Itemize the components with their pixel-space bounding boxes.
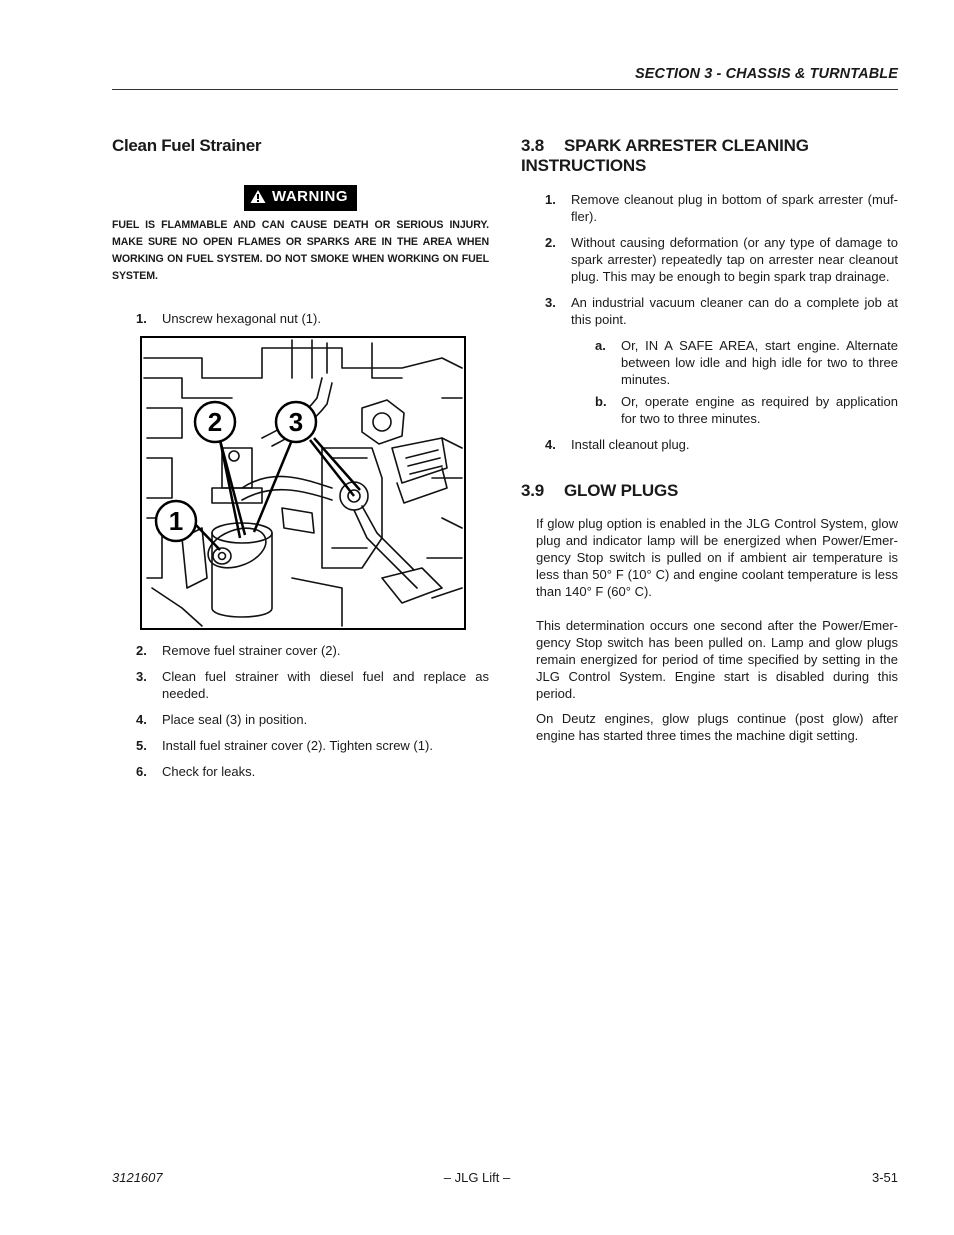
footer-doc-number: 3121607	[112, 1170, 163, 1185]
spark-substeps	[571, 337, 898, 427]
callout-1	[156, 501, 196, 541]
substep-text: Or, operate engine as required by application for two to three minutes.	[621, 394, 898, 426]
footer-center: – JLG Lift –	[443, 1170, 511, 1185]
warning-block	[112, 185, 489, 211]
step-number: 2.	[545, 235, 556, 250]
substep-letter: a.	[595, 338, 606, 353]
step-text: An industrial vacuum cleaner can do a complete job at this point.	[571, 295, 898, 327]
section-header: SECTION 3 - CHASSIS & TURNTABLE	[634, 66, 898, 82]
list-item	[521, 191, 898, 225]
list-item	[521, 436, 898, 453]
list-item	[521, 294, 898, 427]
warning-triangle-icon	[250, 189, 266, 209]
fuel-strainer-figure	[140, 336, 466, 630]
section-number: 3.8	[521, 136, 545, 155]
substep-text: Or, IN A SAFE AREA, start engine. Alternate between low idle and high idle for two to three minutes.	[621, 338, 898, 387]
step-number: 3.	[545, 295, 556, 310]
glow-plugs-heading	[521, 481, 898, 501]
glow-paragraph-3: On Deutz engines, glow plugs continue (post glow) after engine has started three times the machine digit setting.	[536, 711, 898, 743]
list-item	[112, 737, 489, 754]
step-number: 6.	[136, 764, 147, 779]
step-number: 1.	[136, 311, 147, 326]
section-title: SPARK ARRESTER CLEANING INSTRUCTIONS	[521, 136, 809, 175]
clean-fuel-strainer-heading: Clean Fuel Strainer	[112, 136, 262, 155]
step-text: Unscrew hexagonal nut (1).	[162, 311, 321, 326]
step-text: Remove fuel strainer cover (2).	[162, 643, 341, 658]
step-text: Install cleanout plug.	[571, 437, 690, 452]
step-number: 3.	[136, 669, 147, 684]
list-item	[112, 642, 489, 659]
step-text: Install fuel strainer cover (2). Tighten screw (1).	[162, 738, 433, 753]
step-text: Clean fuel strainer with diesel fuel and replace as needed.	[162, 669, 489, 701]
step-number: 5.	[136, 738, 147, 753]
warning-badge	[244, 185, 357, 211]
section-number: 3.9	[521, 481, 545, 500]
step-number: 1.	[545, 192, 556, 207]
step-number: 2.	[136, 643, 147, 658]
warning-text: FUEL IS FLAMMABLE AND CAN CAUSE DEATH OR SERIOUS INJURY. MAKE SURE NO OPEN FLAMES OR SPARKS ARE IN THE AREA WHEN WORKING ON FUEL SYSTEM. DO NOT SMOKE WHEN WORKING ON FUEL SYSTEM.	[112, 219, 489, 282]
svg-text:1: 1	[168, 506, 184, 536]
callout-3	[276, 402, 316, 442]
right-column	[521, 136, 898, 744]
substep-letter: b.	[595, 394, 607, 409]
svg-text:3: 3	[288, 407, 304, 437]
footer-page-number: 3-51	[871, 1170, 898, 1185]
warning-badge-label: WARNING	[272, 188, 348, 205]
list-item	[112, 763, 489, 780]
step-number: 4.	[136, 712, 147, 727]
list-item	[112, 310, 489, 327]
section-title: GLOW PLUGS	[564, 481, 679, 500]
step-text: Without causing deformation (or any type of damage to spark arrester) repeatedly tap on arrester near cleanout plug. This may be enough to begin spark trap drainage.	[571, 235, 898, 284]
step-number: 4.	[545, 437, 556, 452]
list-item	[571, 393, 898, 427]
engine-illustration	[142, 338, 464, 628]
header-rule	[112, 89, 898, 90]
fuel-steps-after	[112, 642, 489, 780]
left-column	[112, 136, 489, 789]
callout-2	[195, 402, 235, 442]
spark-steps	[521, 191, 898, 453]
list-item	[112, 711, 489, 728]
list-item	[112, 668, 489, 702]
glow-paragraph-2: This determination occurs one second after the Power/Emer-gency Stop switch has been pulled on. Lamp and glow plugs remain energized for period of time specified by setting in the JLG Control System. Engine start is disabled during this period.	[536, 618, 898, 701]
list-item	[571, 337, 898, 388]
step-text: Check for leaks.	[162, 764, 256, 779]
step-text: Remove cleanout plug in bottom of spark arrester (muf-fler).	[571, 192, 898, 224]
glow-paragraph-1: If glow plug option is enabled in the JLG Control System, glow plug and indicator lamp will be energized when Power/Emer-gency Stop switch is pulled on if ambient air temperature is less than 50° F (10° C) and engine coolant temperature is less than 140° F (60° C).	[536, 516, 898, 599]
step-text: Place seal (3) in position.	[162, 712, 308, 727]
list-item	[521, 234, 898, 285]
fuel-steps-before	[112, 310, 489, 327]
spark-arrester-heading	[521, 136, 898, 176]
svg-text:2: 2	[207, 407, 223, 437]
